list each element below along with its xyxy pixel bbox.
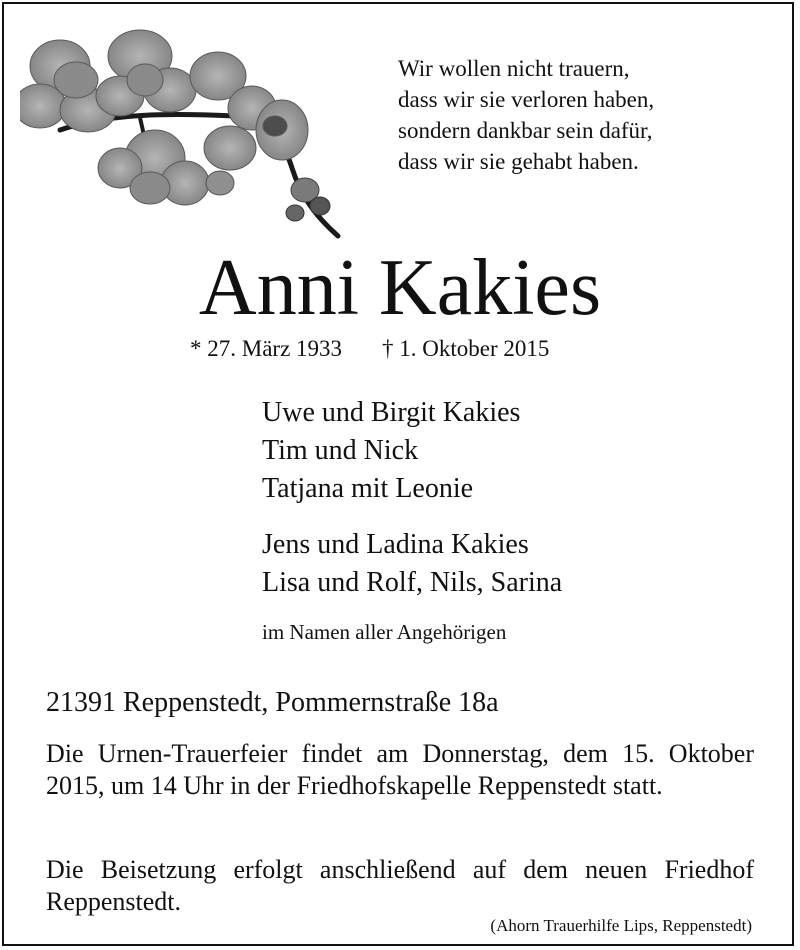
mourner-line: Uwe und Birgit Kakies — [262, 397, 521, 428]
deceased-name: Anni Kakies — [198, 244, 602, 332]
life-dates — [190, 334, 549, 364]
mourners-group-2 — [262, 526, 562, 602]
poem-line: sondern dankbar sein dafür, — [398, 118, 653, 143]
birth-date: * 27. März 1933 — [190, 336, 343, 361]
mourner-line: Tim und Nick — [262, 435, 419, 466]
mourner-line: Lisa und Rolf, Nils, Sarina — [262, 567, 563, 598]
burial-notice: Die Beisetzung erfolgt anschließend auf dem neuen Friedhof Reppenstedt. — [46, 855, 754, 916]
death-date: † 1. Oktober 2015 — [382, 336, 550, 361]
poem-line: Wir wollen nicht trauern, — [398, 56, 630, 81]
mourners-group-1 — [262, 394, 520, 508]
memorial-poem — [398, 53, 654, 177]
orchid-branch-icon — [20, 18, 360, 243]
mourner-line: Tatjana mit Leonie — [262, 473, 474, 504]
on-behalf-line: im Namen aller Angehörigen — [262, 620, 507, 644]
poem-line: dass wir sie verloren haben, — [398, 87, 655, 112]
ceremony-notice: Die Urnen-Trauerfeier findet am Donnerstag, dem 15. Oktober 2015, um 14 Uhr in der Friedhofskapelle Reppenstedt statt. — [46, 739, 754, 800]
mourner-line: Jens und Ladina Kakies — [262, 529, 529, 560]
poem-line: dass wir sie gehabt haben. — [398, 149, 639, 174]
funeral-home-credit: (Ahorn Trauerhilfe Lips, Reppenstedt) — [490, 916, 752, 935]
address: 21391 Reppenstedt, Pommernstraße 18a — [46, 687, 499, 718]
